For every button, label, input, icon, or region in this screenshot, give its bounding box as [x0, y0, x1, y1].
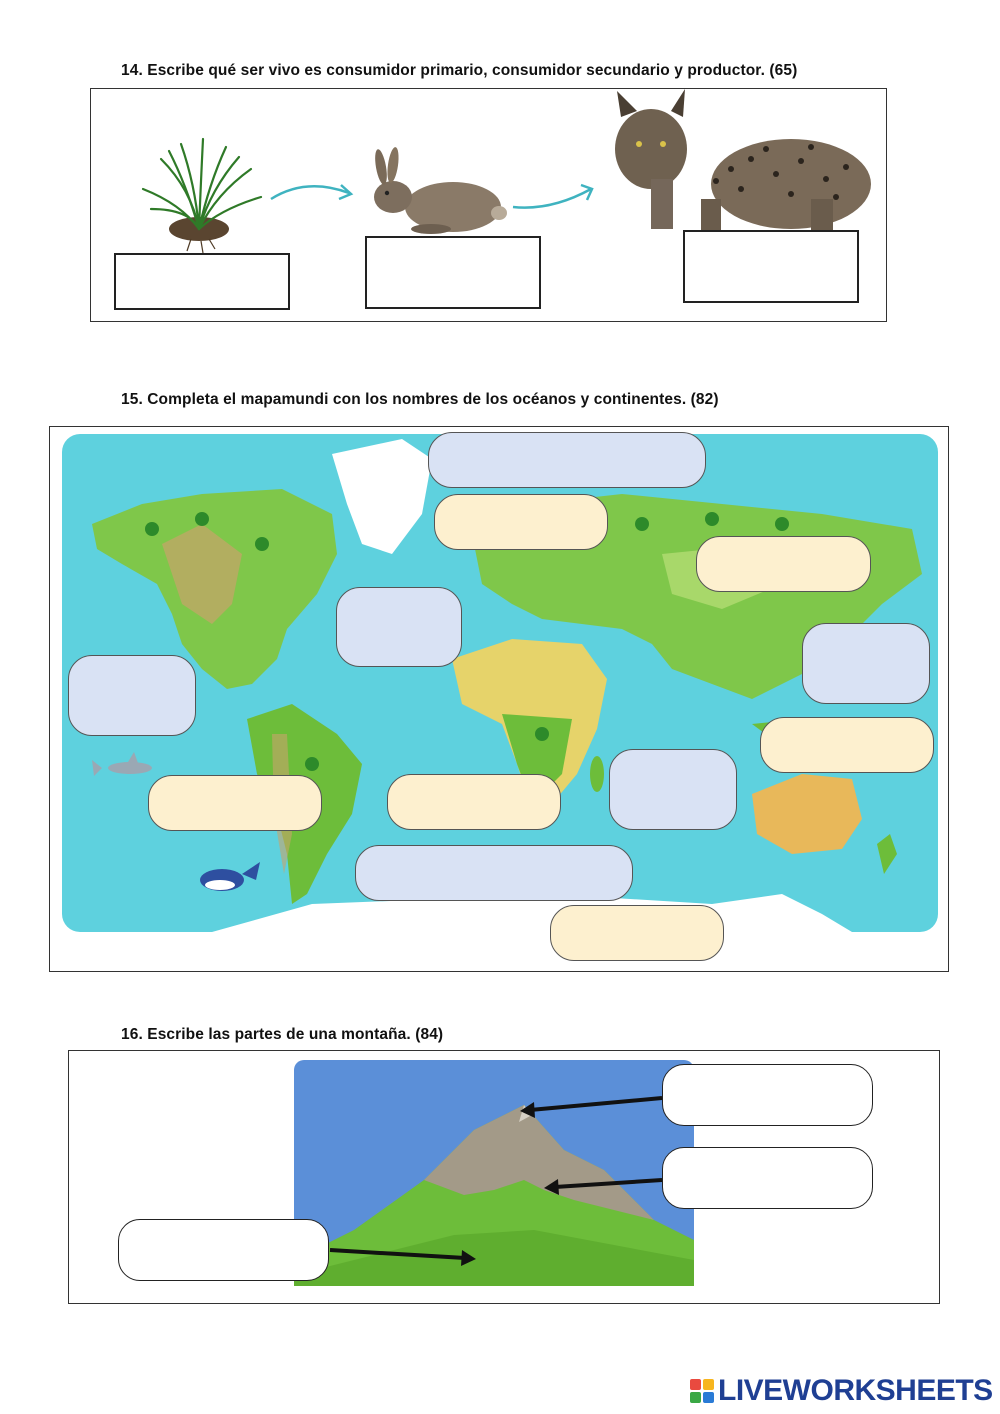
continent-label-europe[interactable]	[434, 494, 608, 550]
lynx-icon	[615, 89, 871, 231]
ocean-label-atlantic[interactable]	[336, 587, 462, 667]
answer-box-producer[interactable]	[114, 253, 290, 310]
ocean-label-southern[interactable]	[355, 845, 633, 901]
ocean-label-indian[interactable]	[609, 749, 737, 830]
continent-label-antarctica[interactable]	[550, 905, 724, 961]
question-16-title: 16. Escribe las partes de una montaña. (84)	[121, 1026, 444, 1043]
ocean-label-pacific-east[interactable]	[68, 655, 196, 736]
question-14-title: 14. Escribe qué ser vivo es consumidor primario, consumidor secundario y productor. (65)	[121, 62, 798, 79]
continent-label-oceania[interactable]	[760, 717, 934, 773]
ocean-label-arctic[interactable]	[428, 432, 706, 488]
ocean-label-pacific-west[interactable]	[802, 623, 930, 704]
continent-label-asia[interactable]	[696, 536, 871, 592]
answer-box-secondary-consumer[interactable]	[683, 230, 859, 303]
arrow-icon	[513, 189, 591, 208]
arrow-icon	[271, 186, 349, 199]
logo-mark-icon	[690, 1379, 714, 1403]
liveworksheets-logo	[690, 1374, 993, 1408]
grass-icon	[143, 139, 261, 253]
answer-box-primary-consumer[interactable]	[365, 236, 541, 309]
rabbit-icon	[373, 146, 507, 234]
continent-label-africa[interactable]	[387, 774, 561, 830]
answer-box-base[interactable]	[118, 1219, 329, 1281]
continent-label-america[interactable]	[148, 775, 322, 831]
answer-box-slope[interactable]	[662, 1147, 873, 1209]
logo-text: LIVEWORKSHEETS	[718, 1374, 993, 1407]
shark-icon	[92, 752, 152, 776]
question-15-title: 15. Completa el mapamundi con los nombres de los océanos y continentes. (82)	[121, 391, 719, 408]
mountain-illustration	[294, 1060, 694, 1286]
answer-box-summit[interactable]	[662, 1064, 873, 1126]
food-chain-frame	[90, 88, 887, 322]
whale-icon	[200, 862, 260, 891]
